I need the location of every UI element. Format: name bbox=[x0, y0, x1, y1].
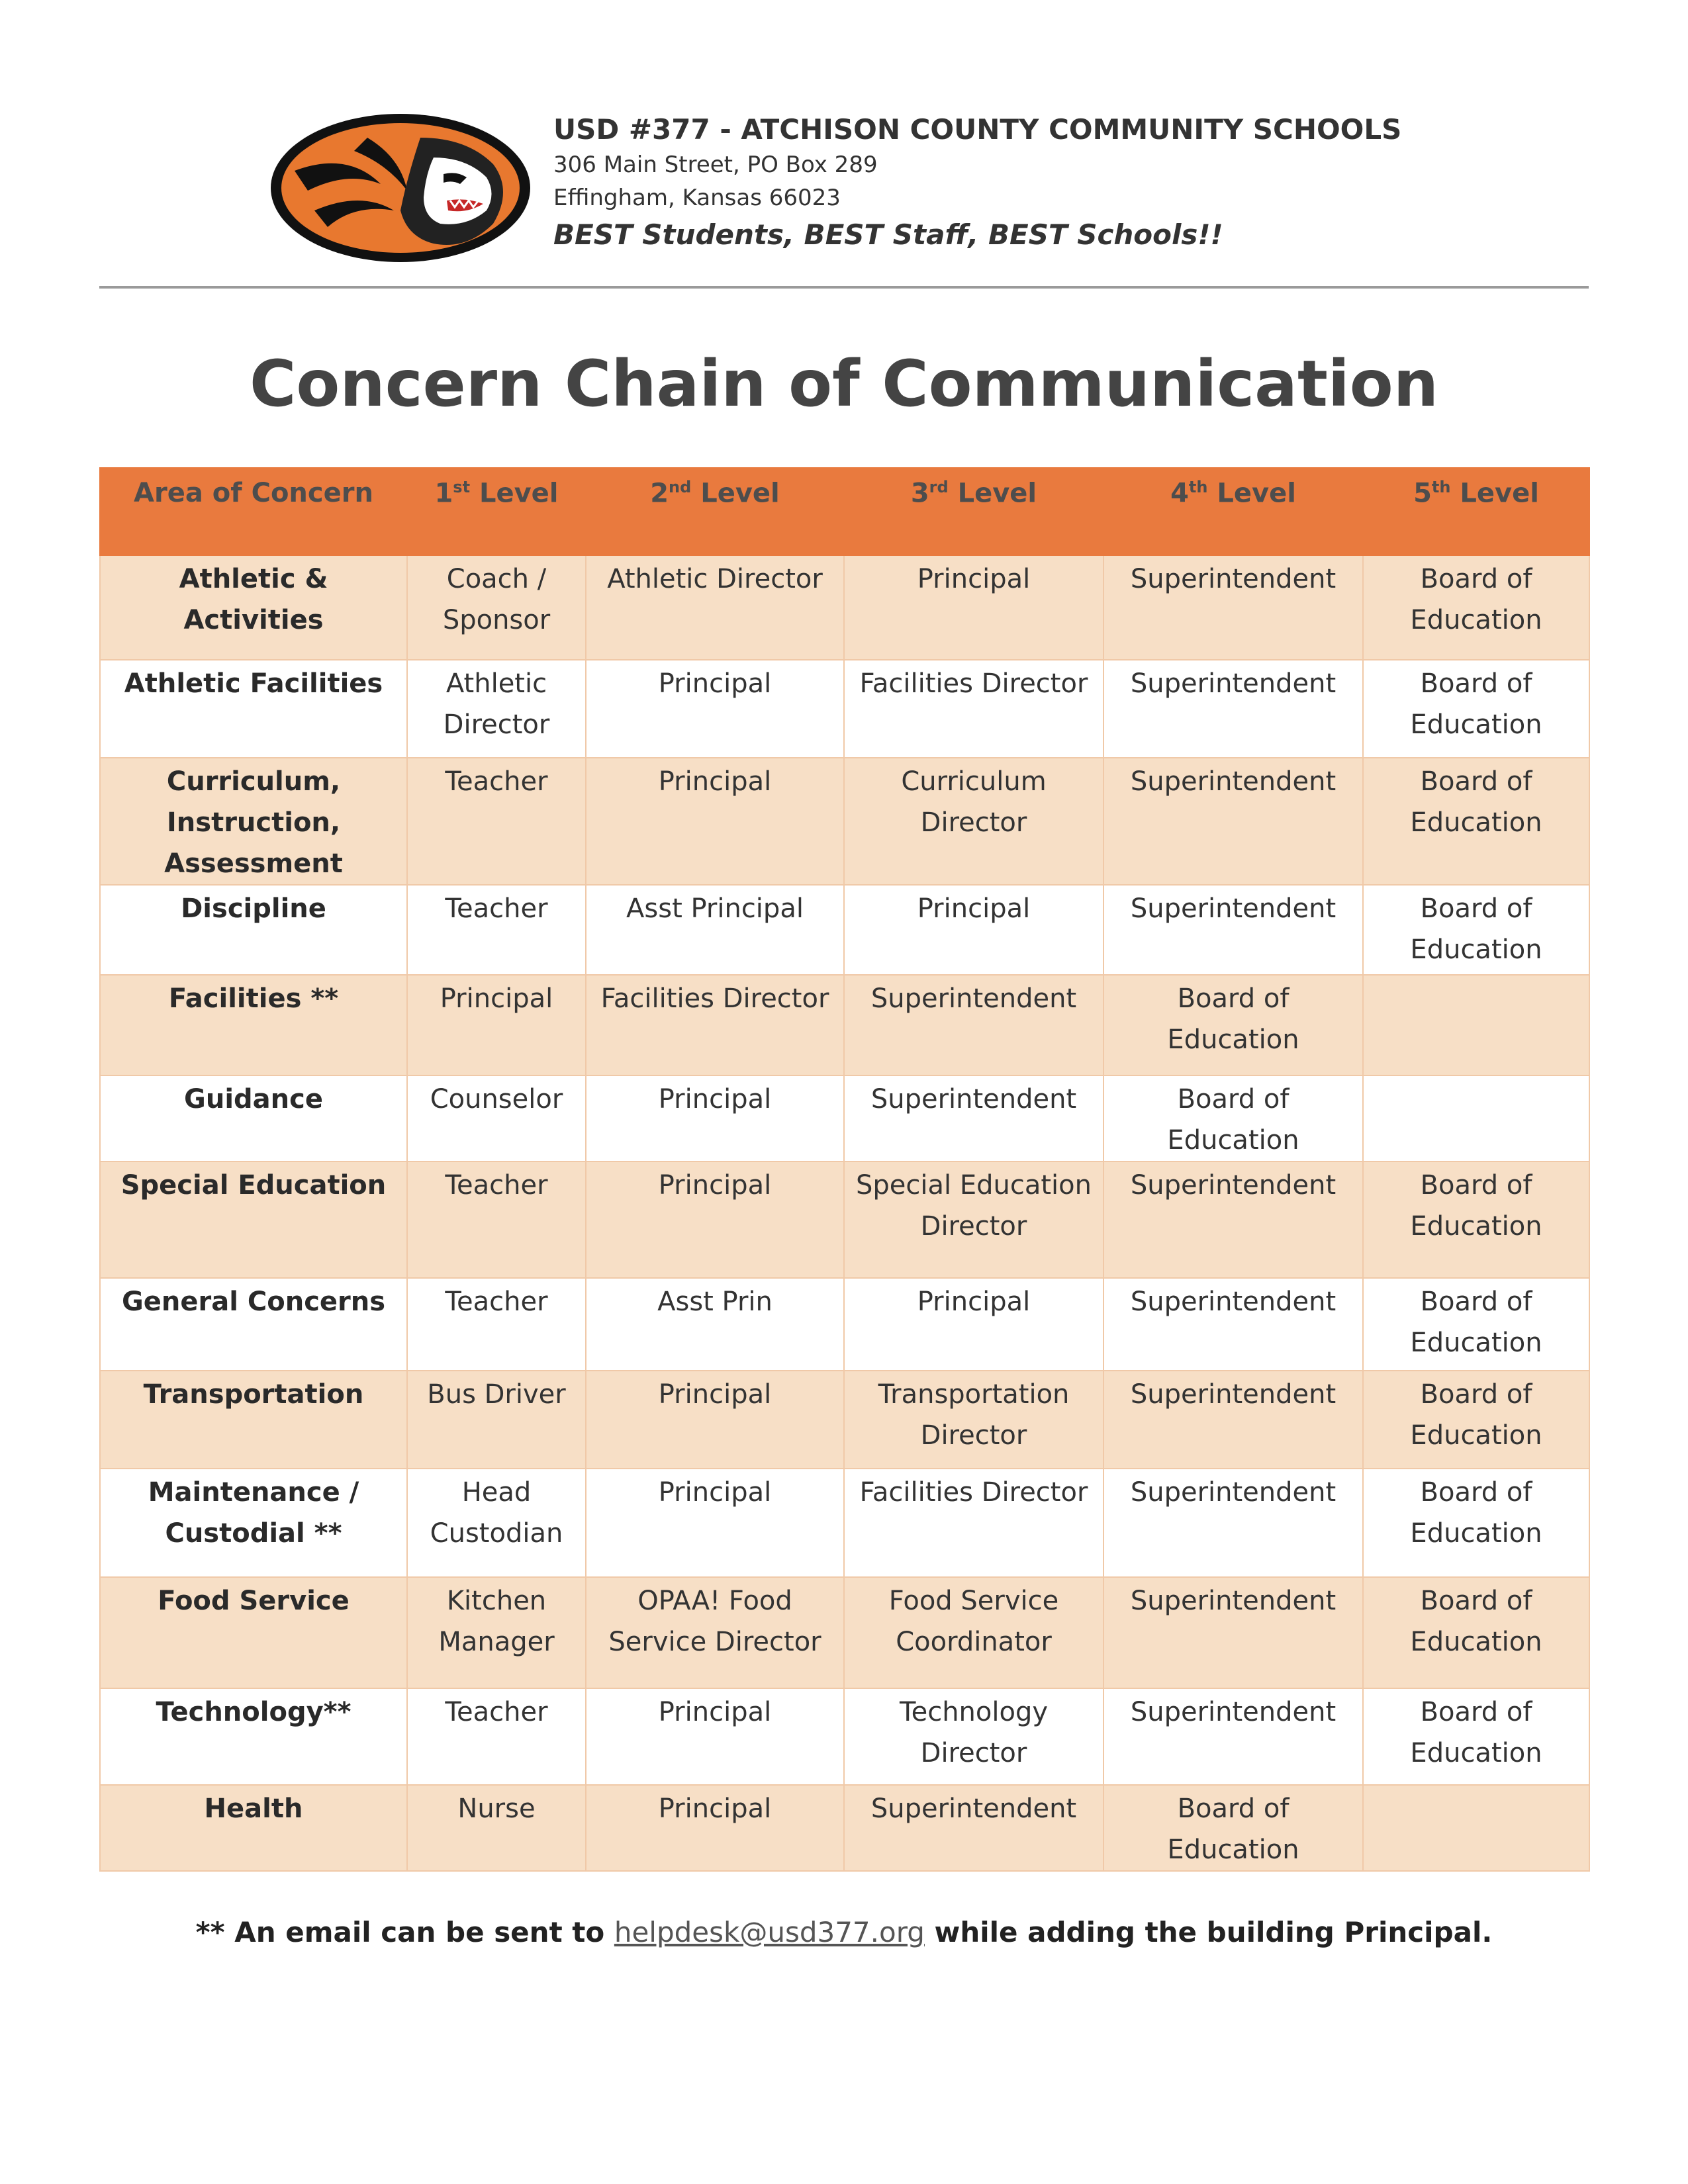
level-2-cell: Asst Prin bbox=[586, 1278, 844, 1371]
area-of-concern-cell: Athletic Facilities bbox=[100, 660, 407, 758]
level-1-cell: Teacher bbox=[407, 1161, 586, 1278]
level-2-cell: OPAA! Food Service Director bbox=[586, 1577, 844, 1688]
level-4-cell: Superintendent bbox=[1103, 758, 1363, 885]
table-row bbox=[100, 1577, 1589, 1688]
level-1-cell: Athletic Director bbox=[407, 660, 586, 758]
level-1-cell: Teacher bbox=[407, 758, 586, 885]
table-row bbox=[100, 975, 1589, 1075]
level-1-cell: Coach / Sponsor bbox=[407, 555, 586, 660]
area-of-concern-cell: Health bbox=[100, 1785, 407, 1871]
table-row bbox=[100, 660, 1589, 758]
area-of-concern-cell: Athletic & Activities bbox=[100, 555, 407, 660]
helpdesk-email-link[interactable]: helpdesk@usd377.org bbox=[614, 1916, 925, 1948]
concern-table bbox=[99, 467, 1590, 1872]
level-2-cell: Principal bbox=[586, 660, 844, 758]
level-3-cell: Principal bbox=[844, 555, 1103, 660]
level-4-cell: Board of Education bbox=[1103, 1075, 1363, 1161]
area-of-concern-cell: General Concerns bbox=[100, 1278, 407, 1371]
level-5-cell: Board of Education bbox=[1363, 660, 1589, 758]
level-4-cell: Superintendent bbox=[1103, 1688, 1363, 1785]
level-4-cell: Superintendent bbox=[1103, 1577, 1363, 1688]
level-4-cell: Superintendent bbox=[1103, 885, 1363, 975]
level-5-cell bbox=[1363, 975, 1589, 1075]
header-level-3: 3rd Level bbox=[844, 468, 1103, 555]
level-3-cell: Superintendent bbox=[844, 1785, 1103, 1871]
area-of-concern-cell: Food Service bbox=[100, 1577, 407, 1688]
level-3-cell: Facilities Director bbox=[844, 660, 1103, 758]
area-of-concern-cell: Discipline bbox=[100, 885, 407, 975]
footnote-suffix: while adding the building Principal. bbox=[924, 1916, 1493, 1948]
org-info bbox=[553, 111, 1401, 255]
level-2-cell: Principal bbox=[586, 1075, 844, 1161]
level-2-cell: Principal bbox=[586, 1161, 844, 1278]
level-1-cell: Principal bbox=[407, 975, 586, 1075]
level-5-cell: Board of Education bbox=[1363, 1688, 1589, 1785]
level-4-cell: Superintendent bbox=[1103, 1278, 1363, 1371]
header-level-2: 2nd Level bbox=[586, 468, 844, 555]
header-level-1: 1st Level bbox=[407, 468, 586, 555]
area-of-concern-cell: Special Education bbox=[100, 1161, 407, 1278]
level-2-cell: Principal bbox=[586, 1371, 844, 1469]
level-1-cell: Nurse bbox=[407, 1785, 586, 1871]
level-5-cell bbox=[1363, 1075, 1589, 1161]
level-1-cell: Teacher bbox=[407, 1688, 586, 1785]
header-level-5: 5th Level bbox=[1363, 468, 1589, 555]
org-name: USD #377 - ATCHISON COUNTY COMMUNITY SCHOOLS bbox=[553, 113, 1402, 146]
level-2-cell: Principal bbox=[586, 758, 844, 885]
footnote-prefix: ** An email can be sent to bbox=[195, 1916, 614, 1948]
level-5-cell: Board of Education bbox=[1363, 1577, 1589, 1688]
level-2-cell: Facilities Director bbox=[586, 975, 844, 1075]
level-4-cell: Superintendent bbox=[1103, 1161, 1363, 1278]
table-row bbox=[100, 1785, 1589, 1871]
table-row bbox=[100, 758, 1589, 885]
header-level-4: 4th Level bbox=[1103, 468, 1363, 555]
level-3-cell: Superintendent bbox=[844, 1075, 1103, 1161]
header-area-of-concern: Area of Concern bbox=[100, 468, 407, 555]
table-row bbox=[100, 1278, 1589, 1371]
address-line-2: Effingham, Kansas 66023 bbox=[553, 185, 841, 211]
level-3-cell: Facilities Director bbox=[844, 1469, 1103, 1577]
table-header-row bbox=[100, 468, 1589, 555]
letterhead bbox=[0, 0, 1688, 291]
page-title: Concern Chain of Communication bbox=[249, 347, 1439, 421]
level-3-cell: Transportation Director bbox=[844, 1371, 1103, 1469]
level-4-cell: Superintendent bbox=[1103, 660, 1363, 758]
level-1-cell: Bus Driver bbox=[407, 1371, 586, 1469]
level-4-cell: Superintendent bbox=[1103, 555, 1363, 660]
level-3-cell: Curriculum Director bbox=[844, 758, 1103, 885]
level-3-cell: Principal bbox=[844, 885, 1103, 975]
address-line-1: 306 Main Street, PO Box 289 bbox=[553, 152, 878, 178]
motto: BEST Students, BEST Staff, BEST Schools!! bbox=[553, 218, 1223, 251]
level-4-cell: Board of Education bbox=[1103, 975, 1363, 1075]
area-of-concern-cell: Transportation bbox=[100, 1371, 407, 1469]
table-row bbox=[100, 1469, 1589, 1577]
level-3-cell: Superintendent bbox=[844, 975, 1103, 1075]
area-of-concern-cell: Facilities ** bbox=[100, 975, 407, 1075]
area-of-concern-cell: Guidance bbox=[100, 1075, 407, 1161]
level-5-cell: Board of Education bbox=[1363, 1469, 1589, 1577]
table-row bbox=[100, 1161, 1589, 1278]
table-row bbox=[100, 1371, 1589, 1469]
footnote bbox=[0, 1913, 1688, 1952]
level-1-cell: Teacher bbox=[407, 1278, 586, 1371]
level-5-cell: Board of Education bbox=[1363, 1371, 1589, 1469]
level-3-cell: Technology Director bbox=[844, 1688, 1103, 1785]
table-body bbox=[100, 555, 1589, 1871]
level-3-cell: Food Service Coordinator bbox=[844, 1577, 1103, 1688]
level-5-cell: Board of Education bbox=[1363, 1161, 1589, 1278]
level-4-cell: Superintendent bbox=[1103, 1371, 1363, 1469]
header-divider bbox=[99, 286, 1589, 289]
table-row bbox=[100, 885, 1589, 975]
area-of-concern-cell: Technology** bbox=[100, 1688, 407, 1785]
area-of-concern-cell: Curriculum, Instruction, Assessment bbox=[100, 758, 407, 885]
level-4-cell: Board of Education bbox=[1103, 1785, 1363, 1871]
level-3-cell: Special Education Director bbox=[844, 1161, 1103, 1278]
level-5-cell bbox=[1363, 1785, 1589, 1871]
level-5-cell: Board of Education bbox=[1363, 885, 1589, 975]
level-2-cell: Principal bbox=[586, 1469, 844, 1577]
area-of-concern-cell: Maintenance / Custodial ** bbox=[100, 1469, 407, 1577]
level-2-cell: Athletic Director bbox=[586, 555, 844, 660]
level-5-cell: Board of Education bbox=[1363, 555, 1589, 660]
level-5-cell: Board of Education bbox=[1363, 758, 1589, 885]
table-row bbox=[100, 555, 1589, 660]
level-1-cell: Counselor bbox=[407, 1075, 586, 1161]
table-row bbox=[100, 1688, 1589, 1785]
level-2-cell: Principal bbox=[586, 1785, 844, 1871]
level-2-cell: Principal bbox=[586, 1688, 844, 1785]
level-3-cell: Principal bbox=[844, 1278, 1103, 1371]
table-row bbox=[100, 1075, 1589, 1161]
level-4-cell: Superintendent bbox=[1103, 1469, 1363, 1577]
level-2-cell: Asst Principal bbox=[586, 885, 844, 975]
level-5-cell: Board of Education bbox=[1363, 1278, 1589, 1371]
level-1-cell: Head Custodian bbox=[407, 1469, 586, 1577]
level-1-cell: Kitchen Manager bbox=[407, 1577, 586, 1688]
tiger-logo-icon bbox=[268, 111, 533, 265]
level-1-cell: Teacher bbox=[407, 885, 586, 975]
